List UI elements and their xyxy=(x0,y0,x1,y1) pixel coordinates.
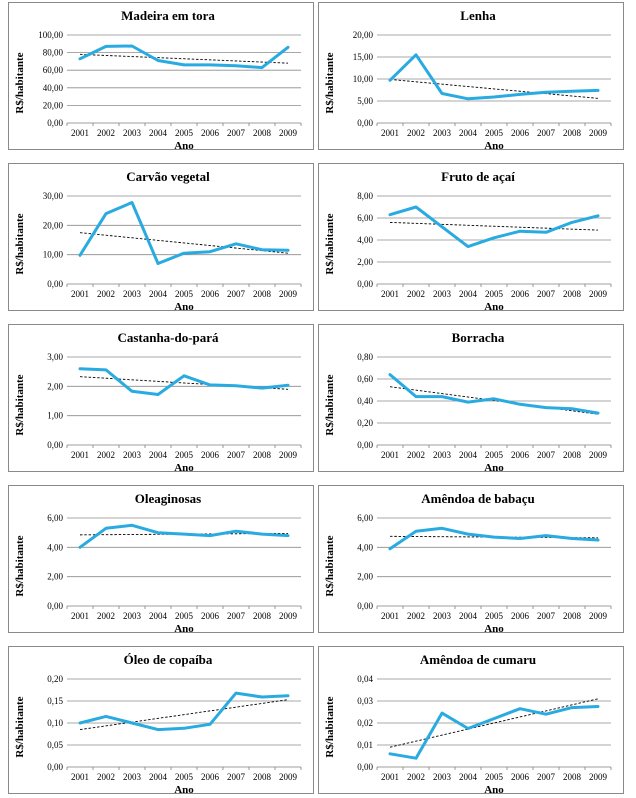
chart-panel xyxy=(318,646,624,794)
y-tick-label: 20,00 xyxy=(352,30,373,40)
x-tick-label: 2002 xyxy=(407,772,425,782)
x-tick-label: 2008 xyxy=(253,450,271,460)
chart-panel xyxy=(8,163,314,311)
x-tick-label: 2006 xyxy=(201,128,219,138)
x-tick-label: 2001 xyxy=(381,611,399,621)
x-tick-label: 2003 xyxy=(433,772,451,782)
y-tick-label: 60,00 xyxy=(42,65,63,76)
chart-panel xyxy=(318,485,624,633)
chart-panel xyxy=(8,485,314,633)
x-tick-label: 2003 xyxy=(123,772,141,782)
y-tick-label: 0,40 xyxy=(357,396,373,406)
chart-title: Fruto de açaí xyxy=(441,169,515,184)
x-tick-label: 2006 xyxy=(511,450,529,460)
y-tick-label: 40,00 xyxy=(42,82,63,93)
chart-title: Carvão vegetal xyxy=(126,169,210,184)
x-tick-label: 2001 xyxy=(381,772,399,782)
x-tick-label: 2007 xyxy=(537,611,555,621)
x-tick-label: 2003 xyxy=(123,128,141,138)
y-tick-label: 100,00 xyxy=(38,30,63,40)
x-tick-label: 2005 xyxy=(175,450,193,460)
y-tick-label: 0,60 xyxy=(357,374,373,384)
x-tick-label: 2003 xyxy=(433,128,451,138)
x-tick-label: 2001 xyxy=(71,611,89,621)
x-tick-label: 2005 xyxy=(175,611,193,621)
y-axis-label: R$/habitante xyxy=(324,696,336,758)
y-tick-label: 0,00 xyxy=(47,762,63,772)
chart-title: Lenha xyxy=(460,8,496,23)
x-tick-label: 2009 xyxy=(279,772,297,782)
y-tick-label: 0,00 xyxy=(357,279,373,289)
x-tick-label: 2008 xyxy=(563,289,581,299)
x-tick-label: 2005 xyxy=(175,128,193,138)
chart-svg xyxy=(319,3,625,151)
y-tick-label: 80,00 xyxy=(42,47,63,58)
chart-svg xyxy=(319,164,625,312)
chart-svg xyxy=(9,647,315,795)
y-tick-label: 4,00 xyxy=(357,235,373,245)
x-tick-label: 2004 xyxy=(459,289,477,299)
chart-panel xyxy=(318,163,624,311)
y-tick-label: 0,03 xyxy=(357,696,373,706)
x-tick-label: 2004 xyxy=(459,772,477,782)
y-tick-label: 2,00 xyxy=(47,571,63,582)
y-tick-label: 8,00 xyxy=(357,191,373,201)
x-tick-label: 2001 xyxy=(381,128,399,138)
chart-panel xyxy=(8,324,314,472)
y-axis-label: R$/habitante xyxy=(324,52,336,114)
x-tick-label: 2006 xyxy=(511,289,529,299)
x-tick-label: 2002 xyxy=(97,450,115,460)
y-tick-label: 2,00 xyxy=(357,571,373,582)
x-tick-label: 2004 xyxy=(149,611,167,621)
x-tick-label: 2009 xyxy=(589,450,607,460)
x-tick-label: 2005 xyxy=(485,611,503,621)
y-tick-label: 0,00 xyxy=(47,601,63,611)
x-tick-label: 2003 xyxy=(123,289,141,299)
y-tick-label: 0,15 xyxy=(47,696,63,706)
x-tick-label: 2002 xyxy=(407,450,425,460)
x-axis-label: Ano xyxy=(484,462,504,473)
x-tick-label: 2006 xyxy=(201,289,219,299)
x-tick-label: 2001 xyxy=(71,772,89,782)
y-tick-label: 0,04 xyxy=(357,674,373,684)
x-tick-label: 2001 xyxy=(71,128,89,138)
series-line xyxy=(80,369,288,395)
x-tick-label: 2009 xyxy=(279,128,297,138)
y-tick-label: 15,00 xyxy=(352,52,373,62)
series-line xyxy=(390,375,598,414)
y-axis-label: R$/habitante xyxy=(324,213,336,275)
chart-title: Castanha-do-pará xyxy=(117,330,219,345)
x-tick-label: 2008 xyxy=(253,289,271,299)
y-tick-label: 2,00 xyxy=(47,381,63,392)
series-line xyxy=(80,693,288,730)
x-tick-label: 2006 xyxy=(201,611,219,621)
x-tick-label: 2009 xyxy=(279,289,297,299)
x-tick-label: 2002 xyxy=(407,289,425,299)
x-tick-label: 2001 xyxy=(71,289,89,299)
x-tick-label: 2009 xyxy=(589,772,607,782)
y-axis-label: R$/habitante xyxy=(324,374,336,436)
y-tick-label: 0,01 xyxy=(357,740,373,750)
chart-title: Oleaginosas xyxy=(134,491,202,506)
y-axis-label: R$/habitante xyxy=(14,696,26,758)
x-tick-label: 2006 xyxy=(511,128,529,138)
x-axis-label: Ano xyxy=(484,784,504,795)
y-tick-label: 0,80 xyxy=(357,352,373,362)
x-axis-label: Ano xyxy=(484,623,504,634)
y-tick-label: 0,00 xyxy=(357,118,373,128)
x-tick-label: 2004 xyxy=(149,772,167,782)
y-tick-label: 4,00 xyxy=(357,542,373,553)
x-tick-label: 2009 xyxy=(589,611,607,621)
y-tick-label: 0,20 xyxy=(357,418,373,428)
x-tick-label: 2004 xyxy=(459,128,477,138)
x-tick-label: 2009 xyxy=(589,128,607,138)
y-tick-label: 6,00 xyxy=(357,513,373,523)
y-tick-label: 2,00 xyxy=(357,257,373,267)
y-tick-label: 0,00 xyxy=(357,762,373,772)
x-tick-label: 2007 xyxy=(227,450,245,460)
chart-svg xyxy=(9,486,315,634)
x-axis-label: Ano xyxy=(174,462,194,473)
x-axis-label: Ano xyxy=(174,784,194,795)
x-tick-label: 2007 xyxy=(537,289,555,299)
x-tick-label: 2005 xyxy=(485,128,503,138)
y-tick-label: 0,00 xyxy=(357,440,373,450)
chart-title: Óleo de copaíba xyxy=(123,652,213,667)
chart-svg xyxy=(319,647,625,795)
x-tick-label: 2008 xyxy=(563,128,581,138)
x-tick-label: 2009 xyxy=(279,611,297,621)
x-tick-label: 2008 xyxy=(563,772,581,782)
trend-line xyxy=(80,233,288,254)
y-tick-label: 0,00 xyxy=(357,601,373,611)
y-tick-label: 1,00 xyxy=(47,410,63,421)
chart-panel xyxy=(8,646,314,794)
x-tick-label: 2008 xyxy=(253,772,271,782)
x-tick-label: 2003 xyxy=(433,450,451,460)
x-tick-label: 2006 xyxy=(511,772,529,782)
x-tick-label: 2002 xyxy=(97,128,115,138)
x-tick-label: 2003 xyxy=(123,611,141,621)
chart-svg xyxy=(9,164,315,312)
x-axis-label: Ano xyxy=(484,140,504,151)
chart-title: Amêndoa de babaçu xyxy=(421,491,535,506)
trend-line xyxy=(80,700,288,730)
x-tick-label: 2003 xyxy=(123,450,141,460)
x-tick-label: 2007 xyxy=(227,611,245,621)
y-tick-label: 0,00 xyxy=(47,279,63,289)
chart-svg xyxy=(9,325,315,473)
x-tick-label: 2004 xyxy=(459,450,477,460)
y-tick-label: 0,05 xyxy=(47,740,63,750)
x-tick-label: 2007 xyxy=(227,772,245,782)
x-tick-label: 2007 xyxy=(537,450,555,460)
y-tick-label: 4,00 xyxy=(47,542,63,553)
x-tick-label: 2004 xyxy=(149,450,167,460)
series-line xyxy=(390,55,598,99)
y-axis-label: R$/habitante xyxy=(14,374,26,436)
x-tick-label: 2007 xyxy=(537,772,555,782)
x-tick-label: 2009 xyxy=(589,289,607,299)
chart-panel xyxy=(318,2,624,150)
y-axis-label: R$/habitante xyxy=(14,52,26,114)
x-tick-label: 2008 xyxy=(253,611,271,621)
y-tick-label: 0,00 xyxy=(47,440,63,450)
chart-panel xyxy=(318,324,624,472)
x-tick-label: 2002 xyxy=(407,128,425,138)
x-tick-label: 2004 xyxy=(149,128,167,138)
y-axis-label: R$/habitante xyxy=(324,535,336,597)
series-line xyxy=(80,46,288,68)
x-tick-label: 2009 xyxy=(279,450,297,460)
x-tick-label: 2008 xyxy=(563,611,581,621)
trend-line xyxy=(80,54,288,63)
y-tick-label: 6,00 xyxy=(47,513,63,523)
y-tick-label: 5,00 xyxy=(357,96,373,106)
x-tick-label: 2001 xyxy=(71,450,89,460)
x-tick-label: 2005 xyxy=(175,772,193,782)
x-tick-label: 2001 xyxy=(381,289,399,299)
chart-svg xyxy=(9,3,315,151)
x-tick-label: 2003 xyxy=(433,611,451,621)
x-axis-label: Ano xyxy=(174,301,194,312)
chart-title: Madeira em tora xyxy=(121,8,215,23)
x-tick-label: 2003 xyxy=(433,289,451,299)
x-tick-label: 2007 xyxy=(537,128,555,138)
series-line xyxy=(390,707,598,759)
series-line xyxy=(390,207,598,247)
y-axis-label: R$/habitante xyxy=(14,535,26,597)
y-tick-label: 0,20 xyxy=(47,674,63,684)
chart-svg xyxy=(319,486,625,634)
x-tick-label: 2006 xyxy=(201,450,219,460)
chart-panel xyxy=(8,2,314,150)
x-tick-label: 2008 xyxy=(563,450,581,460)
x-tick-label: 2002 xyxy=(407,611,425,621)
y-tick-label: 20,00 xyxy=(42,220,63,231)
x-tick-label: 2007 xyxy=(227,289,245,299)
y-tick-label: 10,00 xyxy=(42,249,63,260)
y-tick-label: 0,02 xyxy=(357,718,373,728)
y-axis-label: R$/habitante xyxy=(14,213,26,275)
y-tick-label: 10,00 xyxy=(352,74,373,84)
x-tick-label: 2007 xyxy=(227,128,245,138)
x-tick-label: 2006 xyxy=(511,611,529,621)
x-tick-label: 2005 xyxy=(175,289,193,299)
series-line xyxy=(80,525,288,547)
series-line xyxy=(390,528,598,549)
x-axis-label: Ano xyxy=(174,623,194,634)
x-tick-label: 2001 xyxy=(381,450,399,460)
trend-line xyxy=(390,387,598,415)
x-tick-label: 2002 xyxy=(97,611,115,621)
x-tick-label: 2002 xyxy=(97,772,115,782)
chart-title: Borracha xyxy=(451,330,505,345)
y-tick-label: 0,00 xyxy=(47,118,63,128)
x-tick-label: 2002 xyxy=(97,289,115,299)
x-tick-label: 2004 xyxy=(459,611,477,621)
x-tick-label: 2004 xyxy=(149,289,167,299)
x-tick-label: 2006 xyxy=(201,772,219,782)
y-tick-label: 3,00 xyxy=(47,352,63,362)
x-axis-label: Ano xyxy=(174,140,194,151)
x-tick-label: 2008 xyxy=(253,128,271,138)
y-tick-label: 20,00 xyxy=(42,100,63,111)
chart-svg xyxy=(319,325,625,473)
y-tick-label: 30,00 xyxy=(42,191,63,201)
x-tick-label: 2005 xyxy=(485,289,503,299)
x-tick-label: 2005 xyxy=(485,450,503,460)
y-tick-label: 0,10 xyxy=(47,718,63,728)
x-axis-label: Ano xyxy=(484,301,504,312)
x-tick-label: 2005 xyxy=(485,772,503,782)
y-tick-label: 6,00 xyxy=(357,213,373,223)
chart-title: Amêndoa de cumaru xyxy=(419,652,537,667)
